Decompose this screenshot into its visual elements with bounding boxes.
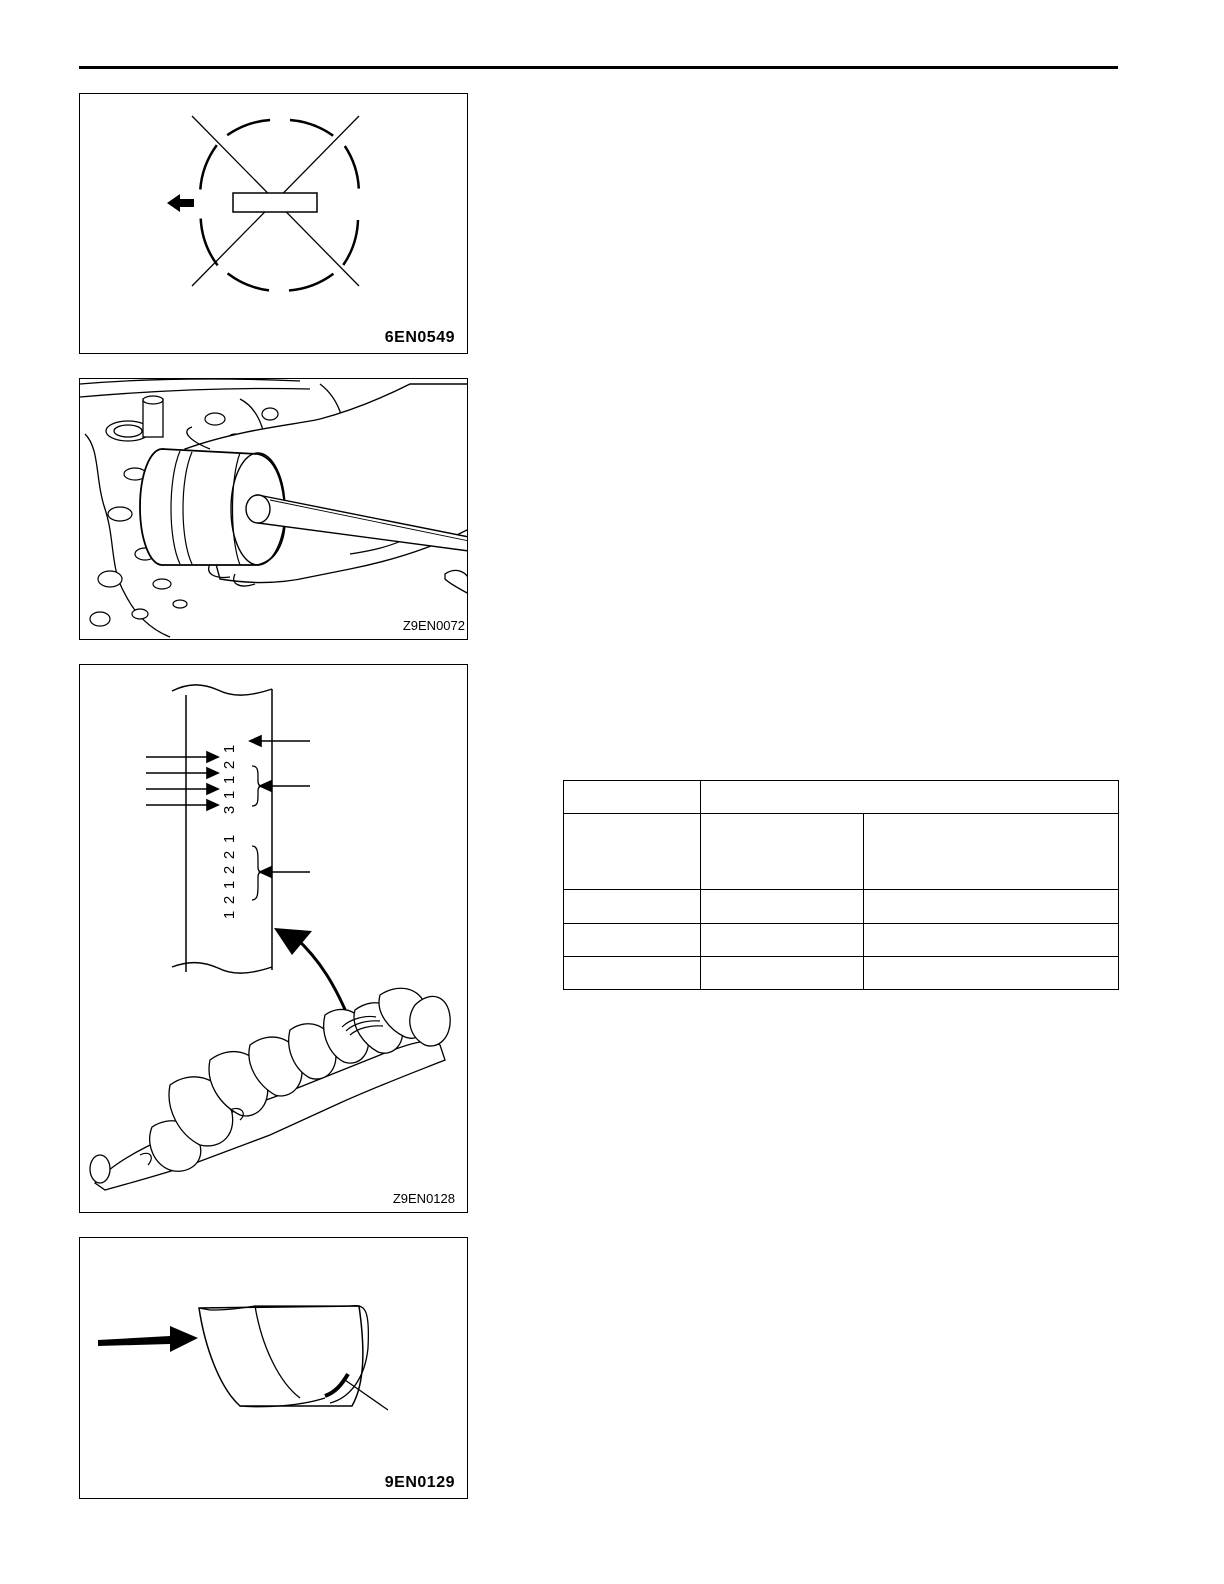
- bearing-shell-illustration: [80, 1238, 468, 1499]
- figure-crankshaft-marks: [79, 664, 468, 1213]
- table-cell: [564, 957, 701, 990]
- journal-mark: 2: [221, 850, 238, 860]
- figure-label: 6EN0549: [384, 329, 455, 346]
- table-cell: [701, 781, 1119, 814]
- table-cell: [864, 890, 1119, 924]
- figure-bearing-shell: [79, 1237, 468, 1499]
- table-row: [564, 957, 1119, 990]
- table-cell: [864, 957, 1119, 990]
- table-row: [564, 924, 1119, 957]
- figure-label: Z9EN0128: [392, 1191, 455, 1206]
- journal-mark: 3: [221, 805, 238, 815]
- table-row: [564, 890, 1119, 924]
- table-cell: [864, 924, 1119, 957]
- table-cell: [564, 890, 701, 924]
- journal-mark: 1: [221, 775, 238, 785]
- table-cell: [701, 814, 864, 890]
- table-cell: [864, 814, 1119, 890]
- figure-piston-installation: [79, 378, 468, 640]
- crankshaft-mark-diagram: [80, 665, 468, 1213]
- figure-label: 9EN0129: [384, 1474, 455, 1491]
- table-cell: [701, 890, 864, 924]
- piston-installation-illustration: [80, 379, 468, 640]
- bearing-cap-diagram: [80, 94, 468, 354]
- journal-mark: 2: [221, 895, 238, 905]
- table-cell: [564, 781, 701, 814]
- table-cell: [701, 924, 864, 957]
- table-cell: [564, 924, 701, 957]
- figure-bearing-cap-mark: [79, 93, 468, 354]
- journal-mark: 1: [221, 880, 238, 890]
- table-cell: [701, 957, 864, 990]
- table-subheader-row: [564, 814, 1119, 890]
- figure-label: Z9EN0072: [402, 618, 465, 633]
- journal-mark: 1: [221, 744, 238, 754]
- journal-mark: 2: [221, 760, 238, 770]
- journal-mark: 1: [221, 834, 238, 844]
- journal-mark: 2: [221, 865, 238, 875]
- journal-mark: 1: [221, 790, 238, 800]
- journal-mark: 1: [221, 910, 238, 920]
- spec-table: [563, 780, 1119, 990]
- header-rule: [79, 66, 1118, 69]
- table-cell: [564, 814, 701, 890]
- table-header-row: [564, 781, 1119, 814]
